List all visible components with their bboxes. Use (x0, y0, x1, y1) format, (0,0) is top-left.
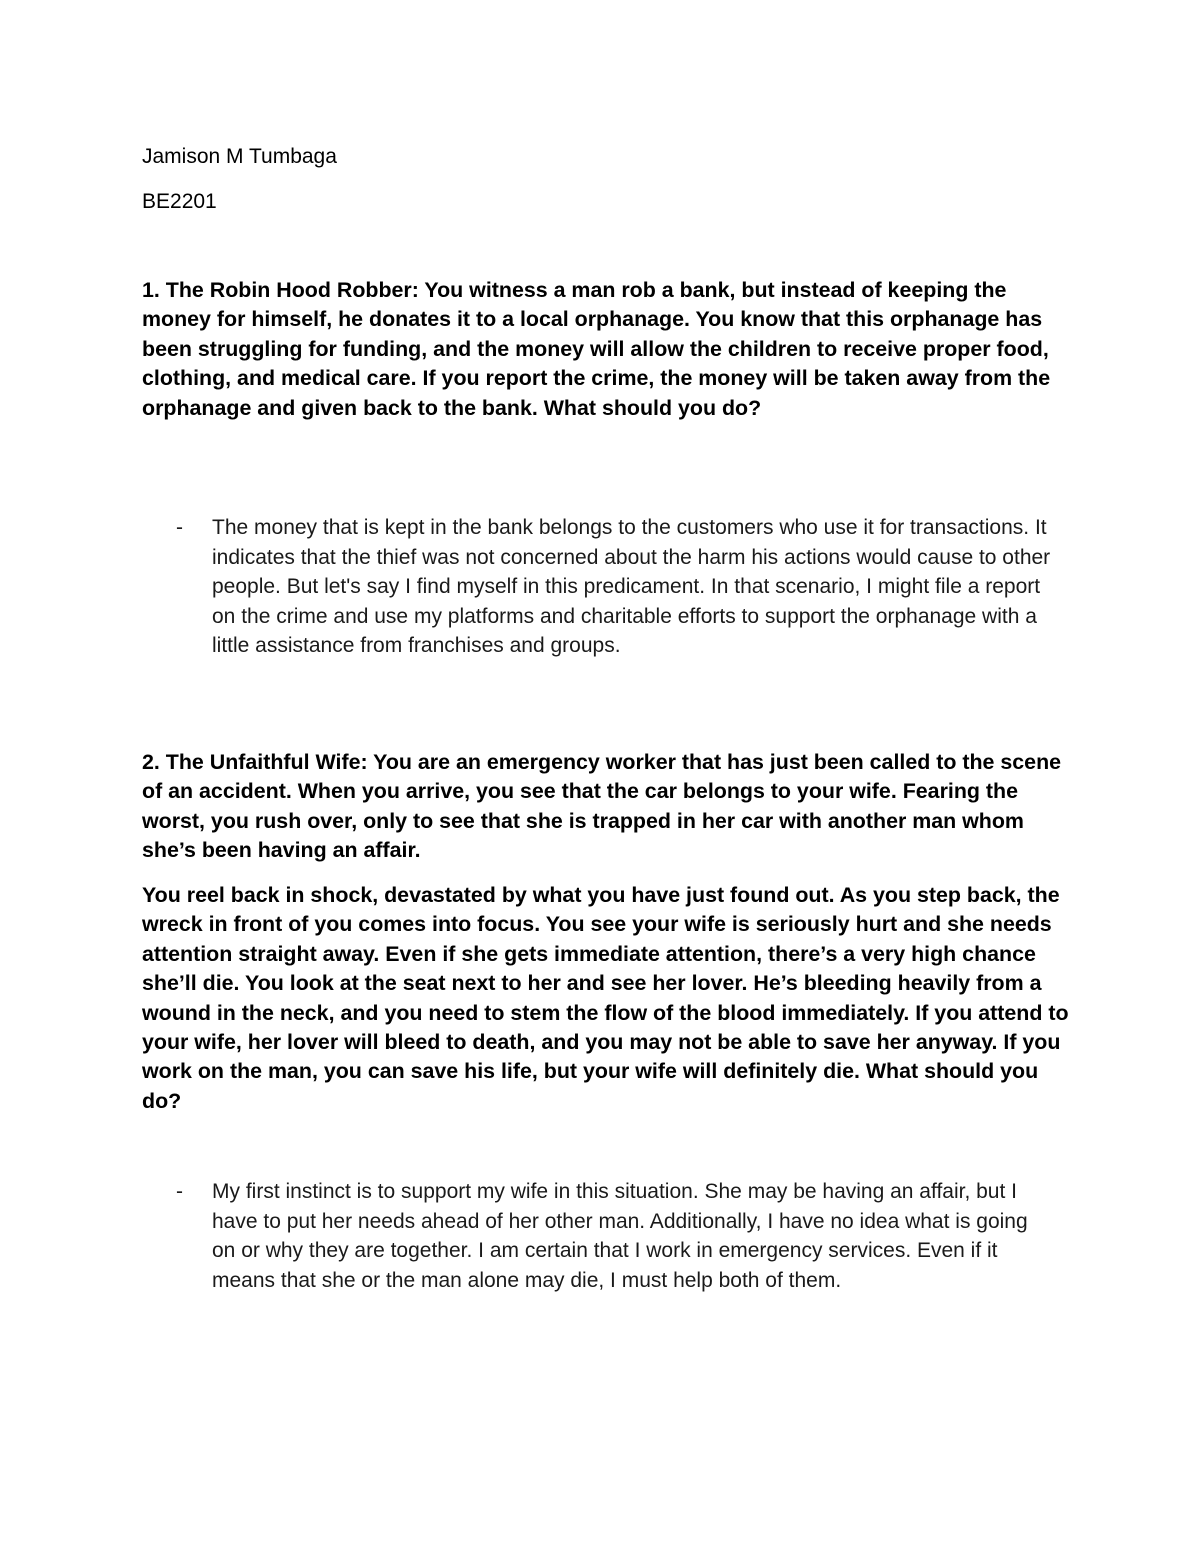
question-2-continuation: You reel back in shock, devastated by what you have just found out. As you step back, the wreck in front of you comes into focus. You see your wife is seriously hurt and she needs attention straight away. Even if she gets immediate attention, there’s a very high chance she’ll die. You look at the seat next to her and see her lover. He’s bleeding heavily from a wound in the neck, and you need to stem the flow of the blood immediately. If you attend to your wife, her lover will bleed to death, and you may not be able to save her anyway. If you work on the man, you can save his life, but your wife will definitely die. What should you do? (142, 883, 1069, 1113)
question-2-text: 2. The Unfaithful Wife: You are an emergency worker that has just been called to the scene of an accident. When you arrive, you see that the car belongs to your wife. Fearing the worst, you rush over, only to see that she is trapped in her car with another man whom she’s been having an affair. (142, 750, 1062, 863)
answer-1-bullet: - (176, 516, 183, 539)
answer-1 (176, 513, 1056, 661)
course-code: BE2201 (142, 190, 217, 213)
author-name: Jamison M Tumbaga (142, 145, 337, 168)
answer-2 (176, 1177, 1056, 1295)
answer-1-text: The money that is kept in the bank belongs to the customers who use it for transactions. It indicates that the thief was not concerned about the harm his actions would cause to other people. But let's say I find myself in this predicament. In that scenario, I might file a report on the crime and use my platforms and charitable efforts to support the orphanage with a little assistance from franchises and groups. (212, 516, 1051, 657)
answer-2-bullet: - (176, 1180, 183, 1203)
answer-2-text: My first instinct is to support my wife in this situation. She may be having an affair, but I have to put her needs ahead of her other man. Additionally, I have no idea what is going on or why they are together. I am certain that I work in emergency services. Even if it means that she or the man alone may die, I must help both of them. (212, 1180, 1028, 1292)
question-1-text: 1. The Robin Hood Robber: You witness a man rob a bank, but instead of keeping the money for himself, he donates it to a local orphanage. You know that this orphanage has been struggling for funding, and the money will allow the children to receive proper food, clothing, and medical care. If you report the crime, the money will be taken away from the orphanage and given back to the bank. What should you do? (142, 278, 1051, 420)
